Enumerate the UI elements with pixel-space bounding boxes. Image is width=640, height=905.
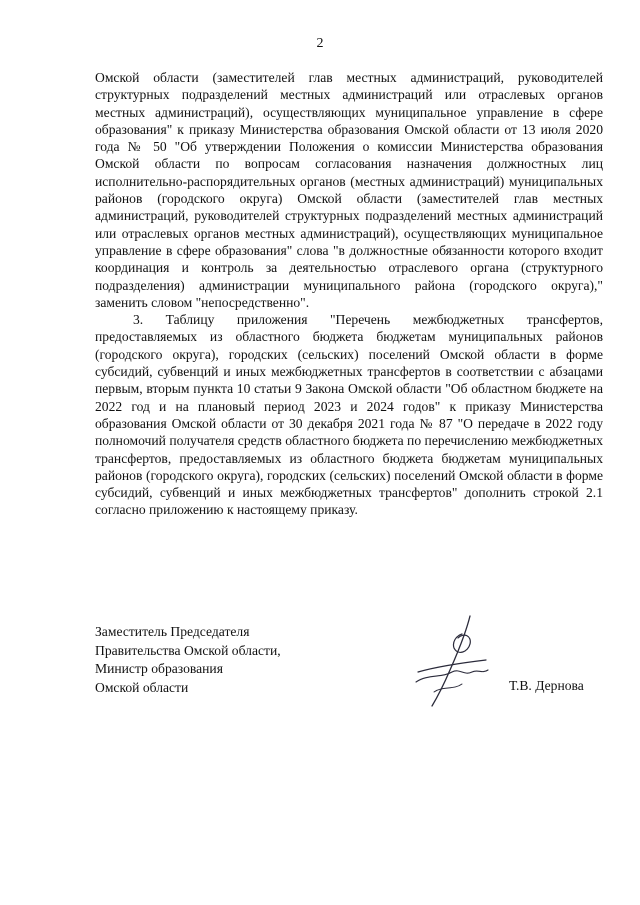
signatory-position-line: Министр образования bbox=[95, 661, 223, 676]
signatory-position bbox=[95, 623, 281, 697]
handwritten-signature bbox=[412, 612, 492, 710]
document-body bbox=[95, 69, 603, 519]
page-number: 2 bbox=[316, 36, 324, 51]
signatory-position-line: Заместитель Председателя bbox=[95, 624, 250, 639]
signatory-position-line: Омской области bbox=[95, 679, 189, 695]
signatory-position-line: Правительства Омской области, bbox=[95, 642, 281, 658]
paragraph-item-3: 3. Таблицу приложения "Перечень межбюджетных трансфертов, предоставляемых из областного бюджета бюджетам муниципальных районов (городского округа), городских (сельских) поселений Омской области в форме субсидий, субвенций и иных межбюджетных трансфертов в соответствии с абзацами первым, вторым пункта 10 статьи 9 Закона Омской области "Об областном бюджете на 2022 год и на плановый период 2023 и 2024 годов" к приказу Министерства образования Омской области от 30 декабря 2021 года № 87 "О передаче в 2022 году полномочий получателя средств областного бюджета по перечислению межбюджетных трансфертов, предоставляемых из областного бюджета бюджетам муниципальных районов (городского округа), городских (сельских) поселений Омской области в форме субсидий, субвенций и иных межбюджетных трансфертов" дополнить строкой 2.1 согласно приложению к настоящему приказу. bbox=[95, 312, 603, 518]
signatory-name: Т.В. Дернова bbox=[509, 678, 584, 693]
paragraph-continuation: Омской области (заместителей глав местных администраций, руководителей структурных подразделений местных администраций или отраслевых органов местных администраций), осуществляющих муниципальное управление в сфере образования" к приказу Министерства образования Омской области от 13 июля 2020 года № 50 "Об утверждении Положения о комиссии Министерства образования Омской области по вопросам согласования назначения должностных лиц исполнительно-распорядительных органов (местных администраций) муниципальных районов (городского округа) Омской области (заместителей глав местных администраций, руководителей структурных подразделений местных администраций или отраслевых органов местных администраций), осуществляющих муниципальное управление в сфере образования" слова "в должностные обязанности которого входит координация и контроль за деятельностью отраслевого органа (структурного подразделения) администрации муниципального района (городского округа)," заменить словом "непосредственно". bbox=[95, 70, 603, 310]
